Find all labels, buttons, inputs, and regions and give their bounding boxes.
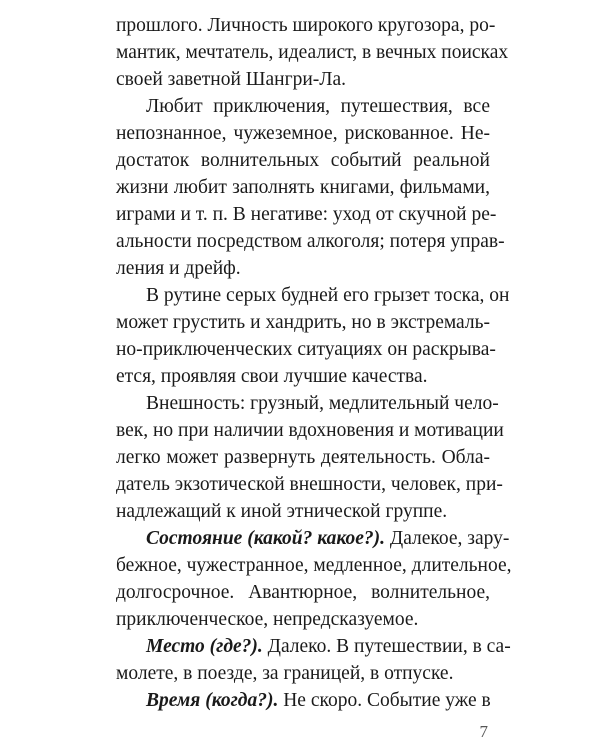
- text-line: жизни любит заполнять книгами, фильмами,: [116, 177, 490, 198]
- text-line: непознанное, чужеземное, рискованное. Не-: [116, 123, 490, 144]
- text-line: альности посредством алкоголя; потеря управ-: [116, 231, 505, 252]
- text-line: прошлого. Личность широкого кругозора, ро-: [116, 15, 496, 36]
- time-text: Не скоро. Событие уже в: [278, 690, 491, 711]
- text-line: приключенческое, непредсказуемое.: [116, 609, 419, 630]
- text-line: надлежащий к иной этнической группе.: [116, 501, 448, 522]
- text-line: молете, в поезде, за границей, в отпуске.: [116, 663, 454, 684]
- text-line: легко может развернуть деятельность. Обла-: [116, 447, 490, 468]
- state-section-first-line: [116, 525, 510, 552]
- text-line: бежное, чужестранное, медленное, длительное,: [116, 555, 512, 576]
- text-line: может грустить и хандрить, но в экстремаль-: [116, 312, 490, 333]
- time-label: Время (когда?).: [146, 690, 279, 711]
- text-line: достаток волнительных событий реальной: [116, 150, 490, 171]
- text-line: своей заветной Шангри-Ла.: [116, 69, 347, 90]
- text-line: мантик, мечтатель, идеалист, в вечных поисках: [116, 42, 509, 63]
- place-label: Место (где?).: [146, 636, 263, 657]
- text-line: играми и т. п. В негативе: уход от скучной ре-: [116, 204, 497, 225]
- text-line: В рутине серых будней его грызет тоска, он: [146, 285, 510, 306]
- text-line: но-приключенческих ситуациях он раскрыва-: [116, 339, 496, 360]
- text-line: долгосрочное. Авантюрное, волнительное,: [116, 582, 490, 603]
- text-line: Внешность: грузный, медлительный чело-: [146, 393, 499, 414]
- place-section-first-line: [116, 633, 511, 660]
- place-text: Далеко. В путешествии, в са-: [262, 636, 511, 657]
- state-label: Состояние (какой? какое?).: [146, 528, 386, 549]
- text-line: ления и дрейф.: [116, 258, 241, 279]
- text-line: Любит приключения, путешествия, все: [146, 96, 490, 117]
- text-line: датель экзотической внешности, человек, при-: [116, 474, 503, 495]
- state-text: Далекое, зару-: [385, 528, 510, 549]
- text-line: ется, проявляя свои лучшие качества.: [116, 366, 428, 387]
- text-line: век, но при наличии вдохновения и мотивации: [116, 420, 504, 441]
- time-section-first-line: [116, 687, 490, 714]
- page-number: 7: [479, 722, 488, 741]
